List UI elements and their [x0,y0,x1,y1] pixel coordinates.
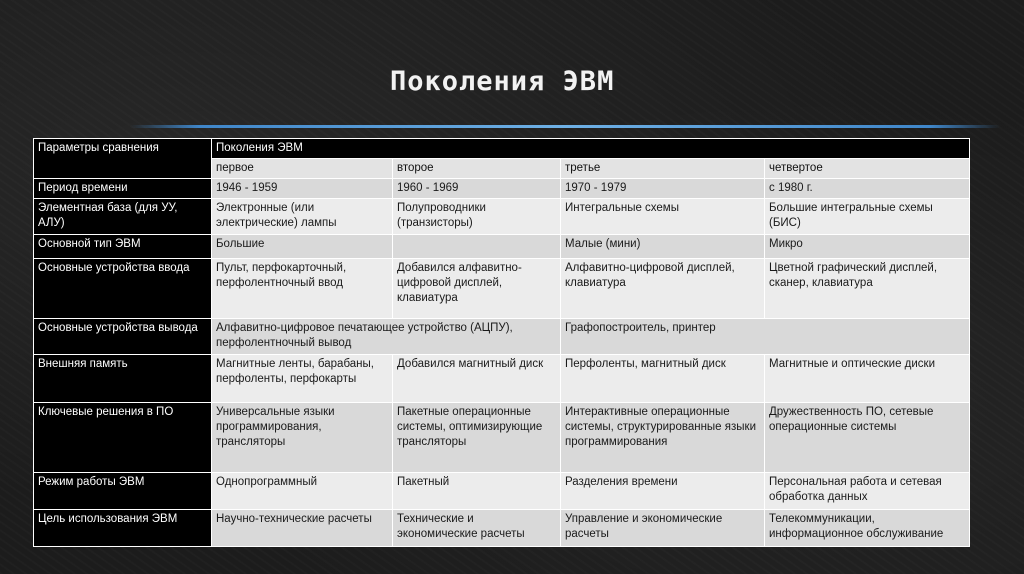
table-cell: Добавился алфавитно-цифровой дисплей, клавиатура [393,259,561,319]
table-cell: с 1980 г. [765,179,970,199]
table-row [34,235,970,259]
generation-label: второе [393,159,561,179]
table-cell: Пакетный [393,473,561,510]
table-cell: Большие интегральные схемы (БИС) [765,199,970,235]
table-row [34,319,970,355]
table-cell: Управление и экономические расчеты [561,510,765,547]
table-cell: Малые (мини) [561,235,765,259]
table-row [34,199,970,235]
table-cell: Цветной графический дисплей, сканер, клавиатура [765,259,970,319]
row-param-label: Цель использования ЭВМ [34,510,212,547]
table-row [34,355,970,403]
generation-label: четвертое [765,159,970,179]
table-cell: Интерактивные операционные системы, структурированные языки программирования [561,403,765,473]
table-cell: Универсальные языки программирования, трансляторы [212,403,393,473]
table-row [34,403,970,473]
table-cell: Электронные (или электрические) лампы [212,199,393,235]
table-cell: Алфавитно-цифровое печатающее устройство (АЦПУ), перфолентночный вывод [212,319,561,355]
table-cell: Полупроводники (транзисторы) [393,199,561,235]
table-cell: Большие [212,235,393,259]
generation-label: третье [561,159,765,179]
row-param-label: Внешняя память [34,355,212,403]
table-cell: Научно-технические расчеты [212,510,393,547]
table-cell [393,235,561,259]
row-param-label: Основной тип ЭВМ [34,235,212,259]
row-param-label: Ключевые решения в ПО [34,403,212,473]
table-row [34,179,970,199]
row-param-label: Основные устройства вывода [34,319,212,355]
table-row [34,259,970,319]
table-row [34,510,970,547]
row-param-label: Элементная база (для УУ, АЛУ) [34,199,212,235]
row-param-label: Основные устройства ввода [34,259,212,319]
generation-label: первое [212,159,393,179]
table-cell: Персональная работа и сетевая обработка данных [765,473,970,510]
table-row [34,473,970,510]
title-underline [130,125,1000,128]
table-cell: Графопостроитель, принтер [561,319,970,355]
table-cell: Дружественность ПО, сетевые операционные системы [765,403,970,473]
generations-header: Поколения ЭВМ [212,139,970,159]
table-header-row [34,139,970,159]
table-cell: Перфоленты, магнитный диск [561,355,765,403]
table-cell: 1946 - 1959 [212,179,393,199]
corner-label: Параметры сравнения [34,139,212,179]
row-param-label: Режим работы ЭВМ [34,473,212,510]
table-cell: 1960 - 1969 [393,179,561,199]
table-cell: Добавился магнитный диск [393,355,561,403]
table-cell: Пульт, перфокарточный, перфолентночный ввод [212,259,393,319]
row-param-label: Период времени [34,179,212,199]
table-cell: Магнитные и оптические диски [765,355,970,403]
slide-title: Поколения ЭВМ [390,66,615,97]
table-cell: Пакетные операционные системы, оптимизирующие трансляторы [393,403,561,473]
table-cell: Микро [765,235,970,259]
table-cell: Телекоммуникации, информационное обслуживание [765,510,970,547]
table-cell: 1970 - 1979 [561,179,765,199]
table-cell: Алфавитно-цифровой дисплей, клавиатура [561,259,765,319]
table-cell: Интегральные схемы [561,199,765,235]
table-cell: Магнитные ленты, барабаны, перфоленты, перфокарты [212,355,393,403]
generations-table [33,138,970,547]
table-cell: Однопрограммный [212,473,393,510]
table-cell: Разделения времени [561,473,765,510]
table-cell: Технические и экономические расчеты [393,510,561,547]
